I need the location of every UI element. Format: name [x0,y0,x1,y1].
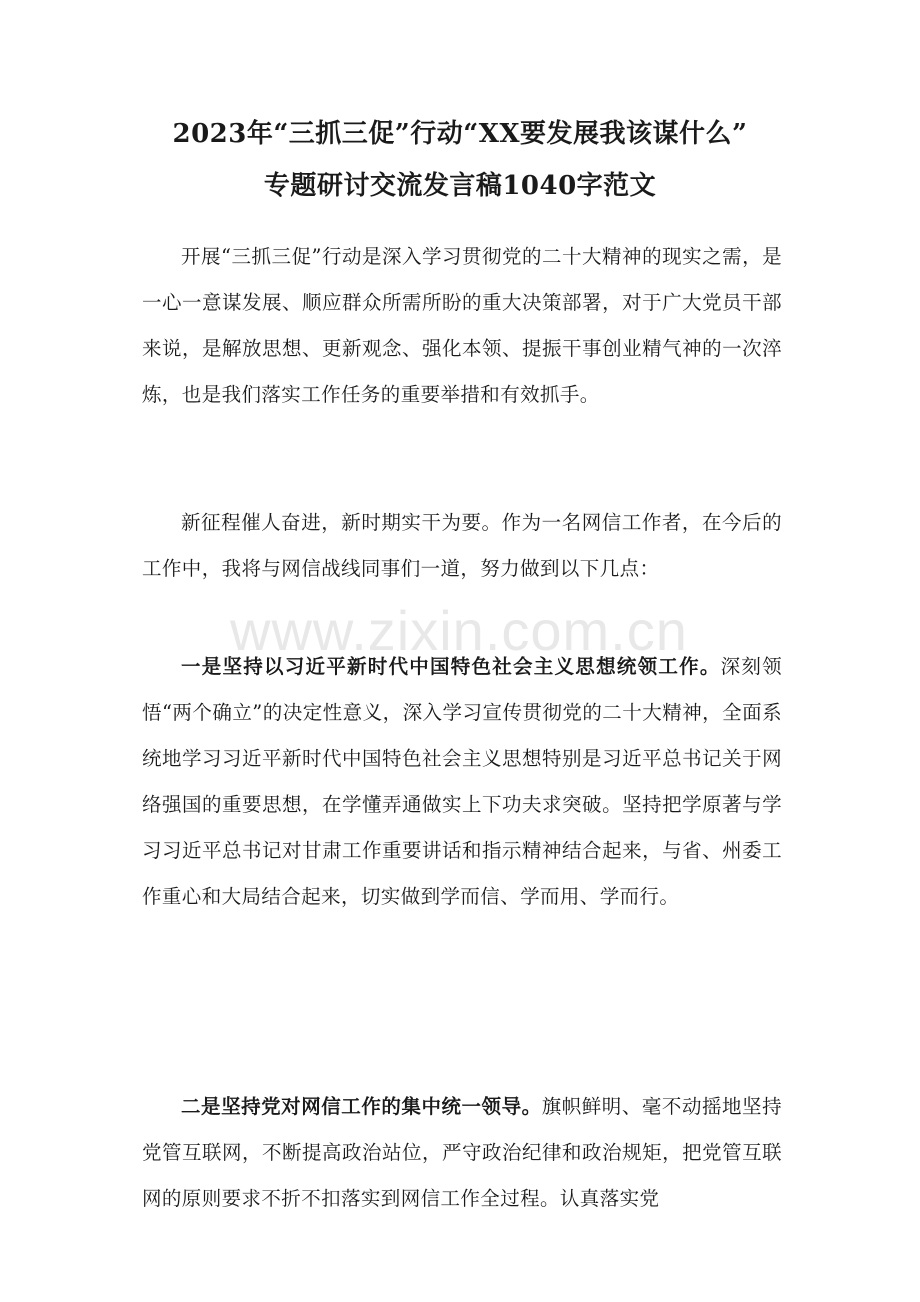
paragraph-text: 深刻领悟“两个确立”的决定性意义，深入学习宣传贯彻党的二十大精神，全面系统地学习习近平新时代中国特色社会主义思想特别是习近平总书记关于网络强国的重要思想，在学懂弄通做实上下功夫求突破。坚持把学原著与学习习近平总书记对甘肃工作重要讲话和指示精神结合起来，与省、州委工作重心和大局结合起来，切实做到学而信、学而用、学而行。 [142,655,783,908]
paragraph-point-1 [142,644,782,920]
watermark: www.zixin.com.cn [230,599,688,662]
paragraph-commitment [142,500,782,592]
paragraph-lead: 二是坚持党对网信工作的集中统一领导。 [181,1095,542,1118]
paragraph-lead: 一是坚持以习近平新时代中国特色社会主义思想统领工作。 [181,655,721,678]
paragraph-text: 开展“三抓三促”行动是深入学习贯彻党的二十大精神的现实之需，是一心一意谋发展、顺应群众所需所盼的重大决策部署，对于广大党员干部来说，是解放思想、更新观念、强化本领、提振干事创业精气神的一次淬炼，也是我们落实工作任务的重要举措和有效抓手。 [142,245,782,406]
paragraph-intro [142,234,782,418]
paragraph-text: 新征程催人奋进，新时期实干为要。作为一名网信工作者，在今后的工作中，我将与网信战线同事们一道，努力做到以下几点： [142,511,782,580]
document-title-line-1: 2023年“三抓三促”行动“XX要发展我该谋什么” [172,119,748,149]
document-title-line-2: 专题研讨交流发言稿1040字范文 [263,171,657,201]
paragraph-text: 旗帜鲜明、毫不动摇地坚持党管互联网，不断提高政治站位，严守政治纪律和政治规矩，把党管互联网的原则要求不折不扣落实到网信工作全过程。认真落实党 [142,1095,782,1210]
paragraph-point-2 [142,1084,782,1222]
